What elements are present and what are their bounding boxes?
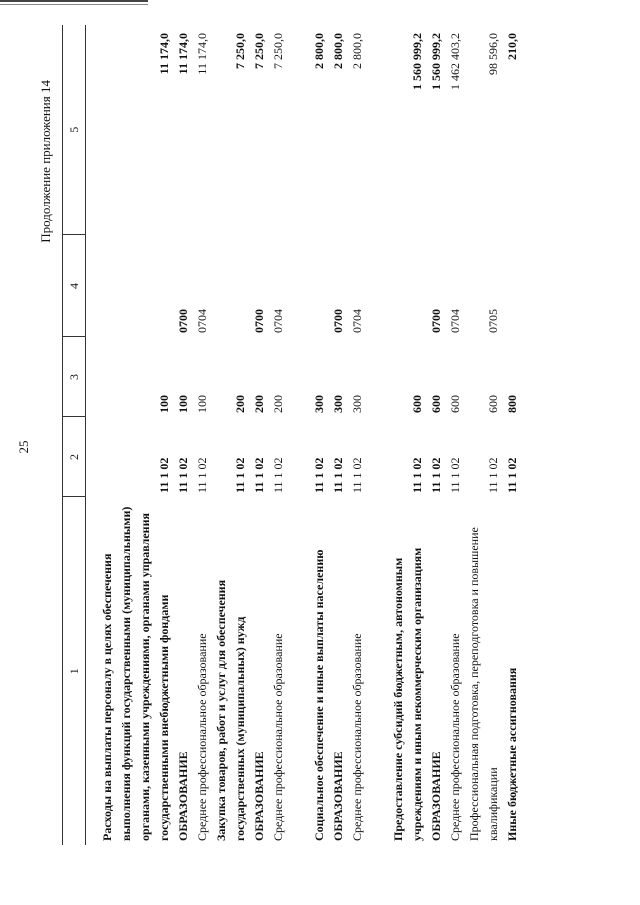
header-col-2: 2: [63, 417, 86, 497]
row-section-cell: 0704: [271, 309, 285, 333]
row-name-cell: ОБРАЗОВАНИЕ: [252, 751, 266, 841]
row-amount-cell: 1 560 999,2: [410, 33, 424, 90]
row-type-cell: 300: [331, 395, 345, 413]
table-row: [367, 25, 427, 845]
table-row: [503, 25, 522, 845]
row-code-cell: 11 1 02: [350, 457, 364, 493]
row-type-cell: 300: [312, 395, 326, 413]
table-body: [86, 25, 523, 845]
row-code-cell: 11 1 02: [195, 457, 209, 493]
row-type-cell: 200: [252, 395, 266, 413]
row-amount-cell: 2 800,0: [312, 33, 326, 69]
appendix-continuation-note: Продолжение приложения 14: [38, 80, 53, 243]
row-name-cell: Закупка товаров, работ и услуг для обеспечения государственных (муниципальных) нужд: [214, 579, 247, 841]
header-col-5: 5: [63, 25, 86, 235]
table-row: [329, 25, 348, 845]
row-name-cell: Профессиональная подготовка, переподготовка и повышение квалификации: [467, 527, 500, 841]
table-row: [427, 25, 446, 845]
row-section-cell: [288, 235, 329, 337]
row-code-cell: 11 1 02: [312, 457, 326, 493]
row-section-cell: 0700: [331, 309, 345, 333]
row-code-cell: 11 1 02: [448, 457, 462, 493]
row-name-cell: ОБРАЗОВАНИЕ: [429, 751, 443, 841]
row-type-cell: 800: [505, 395, 519, 413]
table-header-row: [63, 25, 86, 845]
table-row: [446, 25, 465, 845]
table-row: [465, 25, 503, 845]
row-type-cell: 300: [350, 395, 364, 413]
row-type-cell: 100: [176, 395, 190, 413]
table-row: [98, 25, 174, 845]
row-code-cell: 11 1 02: [157, 457, 171, 493]
header-col-3: 3: [63, 337, 86, 417]
row-amount-cell: 11 174,0: [176, 33, 190, 75]
row-amount-cell: 98 596,0: [486, 33, 500, 75]
row-type-cell: 600: [486, 395, 500, 413]
row-name-cell: Среднее профессиональное образование: [350, 633, 364, 841]
row-amount-cell: 2 800,0: [350, 33, 364, 69]
row-amount-cell: 2 800,0: [331, 33, 345, 69]
row-section-cell: [212, 235, 250, 337]
row-code-cell: 11 1 02: [505, 457, 519, 493]
table-row: [212, 25, 250, 845]
row-name-cell: Среднее профессиональное образование: [195, 633, 209, 841]
row-amount-cell: 7 250,0: [252, 33, 266, 69]
row-type-cell: 100: [195, 395, 209, 413]
row-amount-cell: 210,0: [505, 33, 519, 60]
row-type-cell: 100: [157, 395, 171, 413]
table-row: [269, 25, 288, 845]
row-type-cell: 200: [233, 395, 247, 413]
row-name-cell: Предоставление субсидий бюджетным, автономным учреждениям и иным некоммерческим организациям: [391, 547, 424, 841]
row-amount-cell: 7 250,0: [233, 33, 247, 69]
row-type-cell: 600: [448, 395, 462, 413]
row-section-cell: 0704: [350, 309, 364, 333]
row-code-cell: 11 1 02: [271, 457, 285, 493]
row-amount-cell: 11 174,0: [195, 33, 209, 75]
table-row: [288, 25, 329, 845]
row-type-cell: 600: [410, 395, 424, 413]
table-row: [348, 25, 367, 845]
page-number: 25: [16, 440, 31, 454]
row-section-cell: [98, 235, 174, 337]
table-row: [193, 25, 212, 845]
row-name-cell: Иные бюджетные ассигнования: [505, 667, 519, 841]
row-section-cell: [503, 235, 522, 337]
row-name-cell: Среднее профессиональное образование: [448, 633, 462, 841]
row-section-cell: 0704: [448, 309, 462, 333]
row-section-cell: 0700: [252, 309, 266, 333]
row-code-cell: 11 1 02: [486, 457, 500, 493]
row-name-cell: ОБРАЗОВАНИЕ: [331, 751, 345, 841]
row-name-cell: ОБРАЗОВАНИЕ: [176, 751, 190, 841]
budget-table: [62, 25, 522, 845]
row-code-cell: 11 1 02: [410, 457, 424, 493]
row-section-cell: 0705: [486, 309, 500, 333]
table-row: [250, 25, 269, 845]
header-col-1: 1: [63, 497, 86, 845]
table-spacer: [86, 25, 99, 845]
row-code-cell: 11 1 02: [331, 457, 345, 493]
row-code-cell: 11 1 02: [233, 457, 247, 493]
row-amount-cell: 1 462 403,2: [448, 33, 462, 90]
row-amount-cell: 7 250,0: [271, 33, 285, 69]
row-section-cell: [367, 235, 427, 337]
row-section-cell: 0700: [429, 309, 443, 333]
row-type-cell: 600: [429, 395, 443, 413]
row-section-cell: 0700: [176, 309, 190, 333]
row-amount-cell: 11 174,0: [157, 33, 171, 75]
row-name-cell: Среднее профессиональное образование: [271, 633, 285, 841]
row-amount-cell: 1 560 999,2: [429, 33, 443, 90]
row-name-cell: Расходы на выплаты персоналу в целях обеспечения выполнения функций государственными (муниципальными) органами, казенными учреждениями, органами управления государственными внебюджетными фондами: [100, 506, 171, 841]
row-code-cell: 11 1 02: [429, 457, 443, 493]
row-name-cell: Социальное обеспечение и иные выплаты населению: [312, 549, 326, 841]
row-type-cell: 200: [271, 395, 285, 413]
table-row: [174, 25, 193, 845]
row-section-cell: 0704: [195, 309, 209, 333]
row-code-cell: 11 1 02: [176, 457, 190, 493]
header-col-4: 4: [63, 235, 86, 337]
row-code-cell: 11 1 02: [252, 457, 266, 493]
